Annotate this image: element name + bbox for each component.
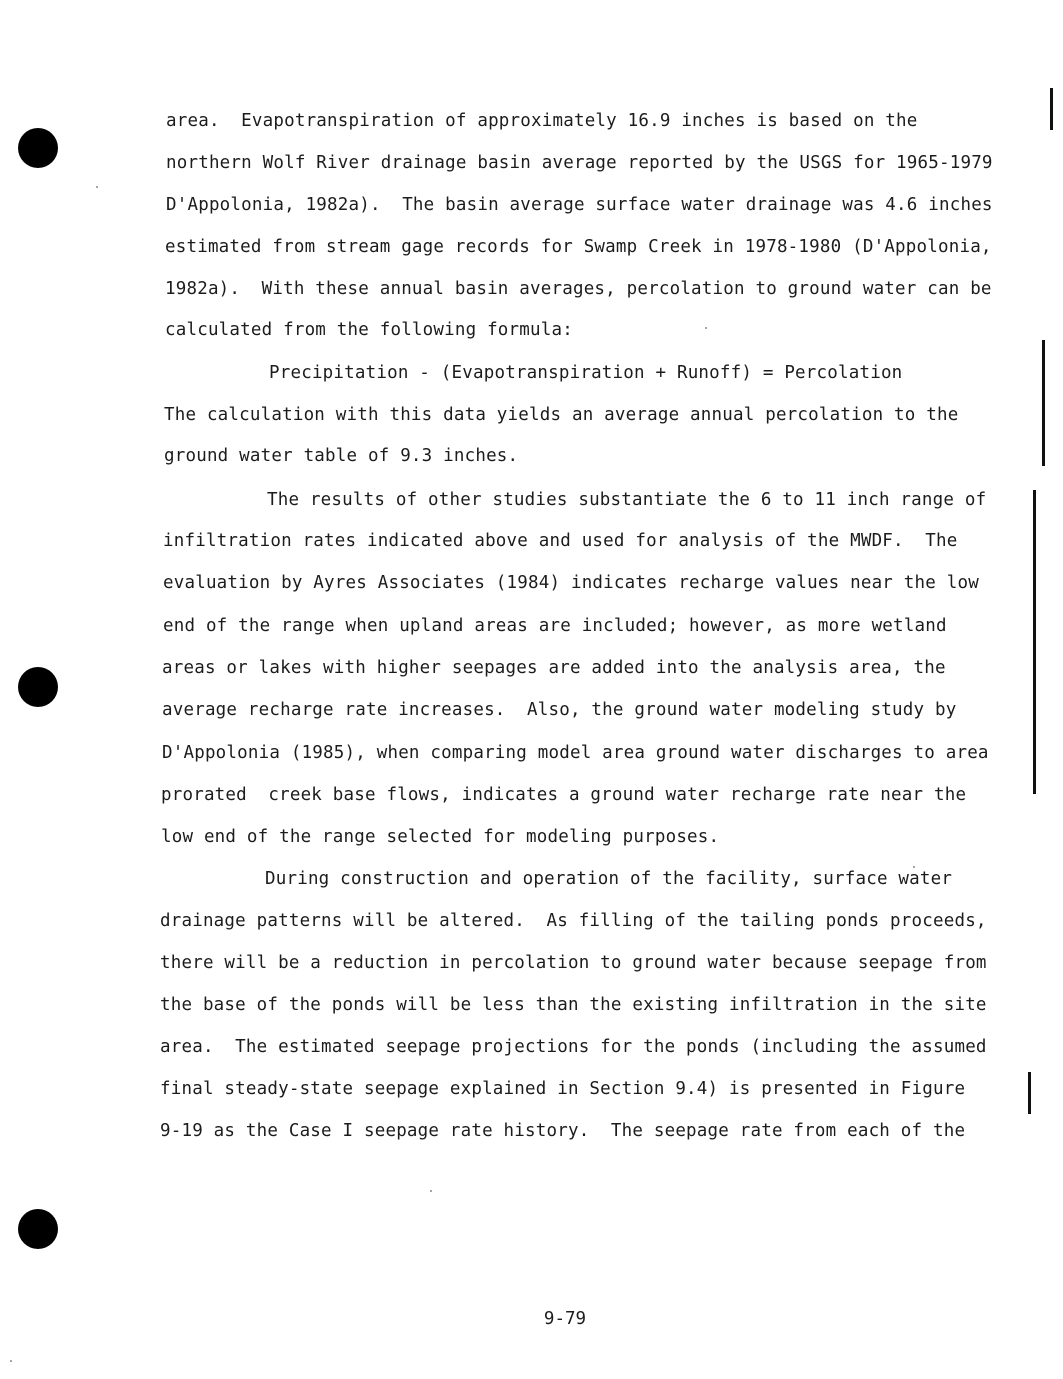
text-line: end of the range when upland areas are included; however, as more wetland bbox=[163, 616, 947, 636]
text-line: calculated from the following formula: bbox=[165, 320, 573, 340]
percolation-formula: Precipitation - (Evapotranspiration + Runoff) = Percolation bbox=[269, 363, 903, 383]
text-line: The calculation with this data yields an average annual percolation to the bbox=[164, 405, 959, 425]
text-line: the base of the ponds will be less than the existing infiltration in the site bbox=[160, 995, 987, 1015]
text-line: low end of the range selected for modeling purposes. bbox=[161, 827, 720, 847]
text-line: drainage patterns will be altered. As filling of the tailing ponds proceeds, bbox=[160, 911, 987, 931]
text-line: 9-19 as the Case I seepage rate history. The seepage rate from each of the bbox=[160, 1121, 966, 1141]
change-bar-3 bbox=[1033, 490, 1036, 794]
paragraph-start-line: The results of other studies substantiate the 6 to 11 inch range of bbox=[267, 490, 987, 510]
text-line: infiltration rates indicated above and used for analysis of the MWDF. The bbox=[163, 531, 958, 551]
paragraph-start-line: During construction and operation of the facility, surface water bbox=[265, 869, 953, 889]
scan-speck bbox=[10, 1360, 12, 1362]
change-bar-2 bbox=[1042, 340, 1045, 466]
scan-speck bbox=[430, 1190, 432, 1192]
scan-speck bbox=[705, 327, 707, 329]
text-line: ground water table of 9.3 inches. bbox=[164, 446, 519, 466]
text-line: prorated creek base flows, indicates a ground water recharge rate near the bbox=[161, 785, 967, 805]
text-line: D'Appolonia, 1982a). The basin average surface water drainage was 4.6 inches bbox=[166, 195, 993, 215]
punch-hole-top bbox=[18, 128, 58, 168]
text-line: final steady-state seepage explained in Section 9.4) is presented in Figure bbox=[160, 1079, 966, 1099]
punch-hole-bottom bbox=[18, 1209, 58, 1249]
page-number: 9-79 bbox=[543, 1309, 587, 1329]
text-line: average recharge rate increases. Also, the ground water modeling study by bbox=[162, 700, 957, 720]
text-line: area. The estimated seepage projections for the ponds (including the assumed bbox=[160, 1037, 987, 1057]
change-bar-4 bbox=[1028, 1072, 1031, 1114]
change-bar-1 bbox=[1050, 88, 1053, 130]
text-line: D'Appolonia (1985), when comparing model area ground water discharges to area bbox=[162, 743, 989, 763]
text-line: area. Evapotranspiration of approximately 16.9 inches is based on the bbox=[166, 111, 918, 131]
text-line: there will be a reduction in percolation to ground water because seepage from bbox=[160, 953, 987, 973]
text-line: evaluation by Ayres Associates (1984) indicates recharge values near the low bbox=[163, 573, 979, 593]
text-line: estimated from stream gage records for Swamp Creek in 1978-1980 (D'Appolonia, bbox=[165, 237, 992, 257]
text-line: areas or lakes with higher seepages are added into the analysis area, the bbox=[162, 658, 946, 678]
scan-speck bbox=[96, 186, 98, 188]
text-line: northern Wolf River drainage basin average reported by the USGS for 1965-1979 bbox=[166, 153, 993, 173]
punch-hole-middle bbox=[18, 667, 58, 707]
text-line: 1982a). With these annual basin averages, percolation to ground water can be bbox=[165, 279, 992, 299]
